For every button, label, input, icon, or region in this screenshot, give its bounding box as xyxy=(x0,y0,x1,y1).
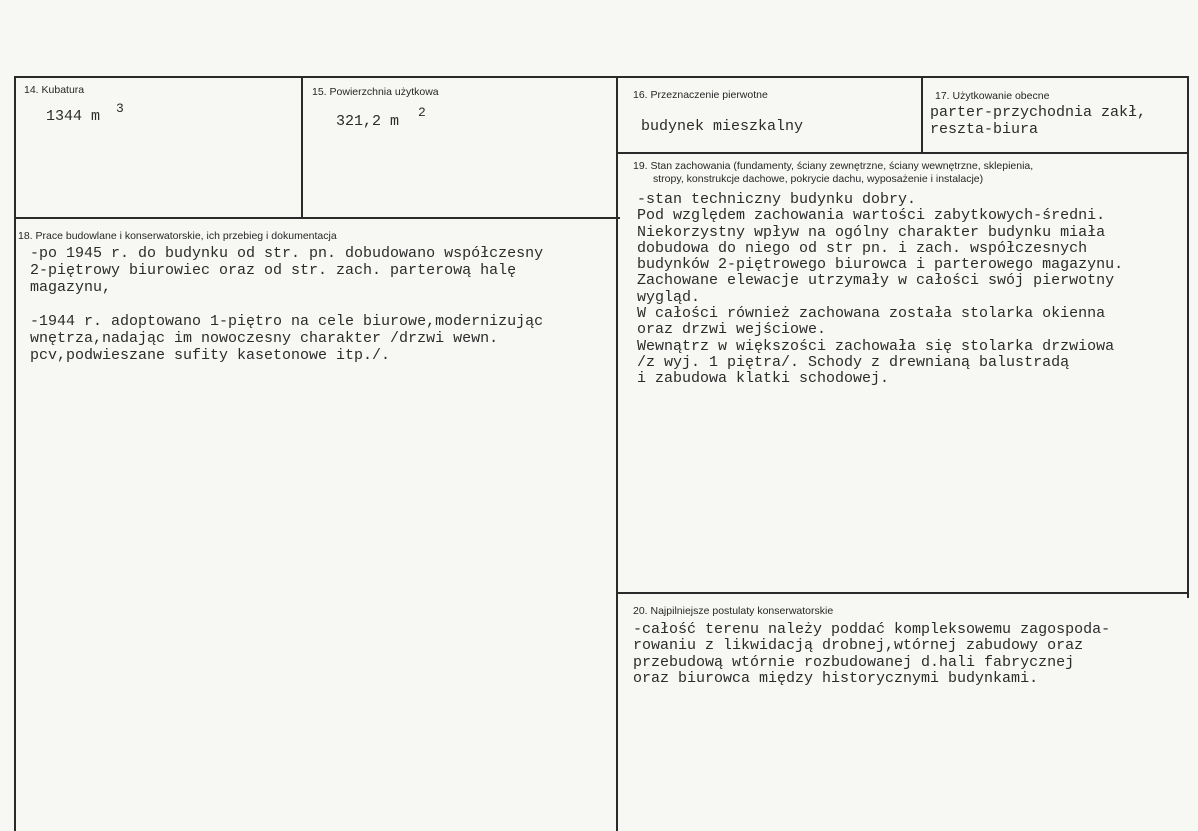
field-20-line: rowaniu z likwidacją drobnej,wtórnej zabudowy oraz xyxy=(633,637,1084,655)
field-20-line: przebudową wtórnie rozbudowanej d.hali fabrycznej xyxy=(633,653,1075,671)
field-19-line: Niekorzystny wpływ na ogólny charakter budynku miała xyxy=(637,223,1106,241)
rule-under-16-17 xyxy=(618,152,1188,154)
field-19-line: Pod względem zachowania wartości zabytkowych-średni. xyxy=(637,207,1106,225)
field-19-text xyxy=(637,192,1123,388)
field-19-line: /z wyj. 1 piętra/. Schody z drewnianą balustradą xyxy=(637,353,1070,371)
field-18-line: magazynu, xyxy=(30,279,112,296)
field-15-unit-exponent: 2 xyxy=(418,105,426,120)
field-17-label: 17. Użytkowanie obecne xyxy=(935,90,1050,102)
field-19-line: i zabudowa klatki schodowej. xyxy=(637,370,890,388)
field-18-line: pcv,podwieszane sufity kasetonowe itp./. xyxy=(30,347,391,364)
field-18-line: 2-piętrowy biurowiec oraz od str. zach. parterową halę xyxy=(30,262,517,279)
field-19-label-line: 19. Stan zachowania (fundamenty, ściany zewnętrzne, ściany wewnętrzne, sklepienia, xyxy=(633,160,1034,172)
field-16-label: 16. Przeznaczenie pierwotne xyxy=(633,89,768,101)
field-18-label: 18. Prace budowlane i konserwatorskie, ich przebieg i dokumentacja xyxy=(18,230,337,242)
field-20-line: oraz biurowca między historycznymi budynkami. xyxy=(633,669,1039,687)
field-19-line: dobudowa do niego od str pn. i zach. współczesnych xyxy=(637,239,1088,257)
field-19-line: Wewnątrz w większości zachowała się stolarka drzwiowa xyxy=(637,337,1115,355)
rule-above-20 xyxy=(618,592,1188,594)
field-19-line: -stan techniczny budynku dobry. xyxy=(637,191,917,208)
field-18-line xyxy=(30,296,543,313)
right-border xyxy=(1187,76,1189,598)
field-19-line: wygląd. xyxy=(637,288,701,306)
divider-16-17 xyxy=(921,76,923,153)
field-15-label: 15. Powierzchnia użytkowa xyxy=(312,86,439,98)
field-14-unit-exponent: 3 xyxy=(116,101,124,116)
field-18-line: -po 1945 r. do budynku od str. pn. dobudowano współczesny xyxy=(30,245,544,262)
field-19-label-line: stropy, konstrukcje dachowe, pokrycie dachu, wyposażenie i instalacje) xyxy=(653,173,984,185)
field-18-text xyxy=(30,245,543,364)
field-17-line: parter-przychodnia zakł, xyxy=(930,104,1147,121)
field-20-label: 20. Najpilniejsze postulaty konserwatorskie xyxy=(633,605,834,617)
center-divider xyxy=(616,76,618,831)
field-18-line: wnętrza,nadając im nowoczesny charakter /drzwi wewn. xyxy=(30,330,499,347)
field-14-label: 14. Kubatura xyxy=(24,84,85,96)
field-20-text xyxy=(633,622,1110,687)
field-17-value xyxy=(930,104,1146,138)
field-17-line: reszta-biura xyxy=(930,121,1039,138)
rule-under-14-15 xyxy=(14,217,620,219)
field-19-line: oraz drzwi wejściowe. xyxy=(637,321,827,339)
field-19-line: budynków 2-piętrowego biurowca i parterowego magazynu. xyxy=(637,256,1124,274)
field-15-value: 321,2 m xyxy=(336,113,400,130)
field-20-line: -całość terenu należy poddać kompleksowemu zagospoda- xyxy=(633,621,1111,638)
field-14-value: 1344 m xyxy=(46,108,101,125)
field-19-line: Zachowane elewacje utrzymały w całości swój pierwotny xyxy=(637,272,1115,290)
left-border xyxy=(14,76,16,831)
field-18-line: -1944 r. adoptowano 1-piętro na cele biurowe,modernizując xyxy=(30,313,544,330)
top-rule xyxy=(14,76,1188,78)
field-19-label xyxy=(633,160,1033,186)
divider-14-15 xyxy=(301,76,303,218)
field-16-value: budynek mieszkalny xyxy=(641,118,804,135)
field-19-line: W całości również zachowana została stolarka okienna xyxy=(637,305,1106,323)
